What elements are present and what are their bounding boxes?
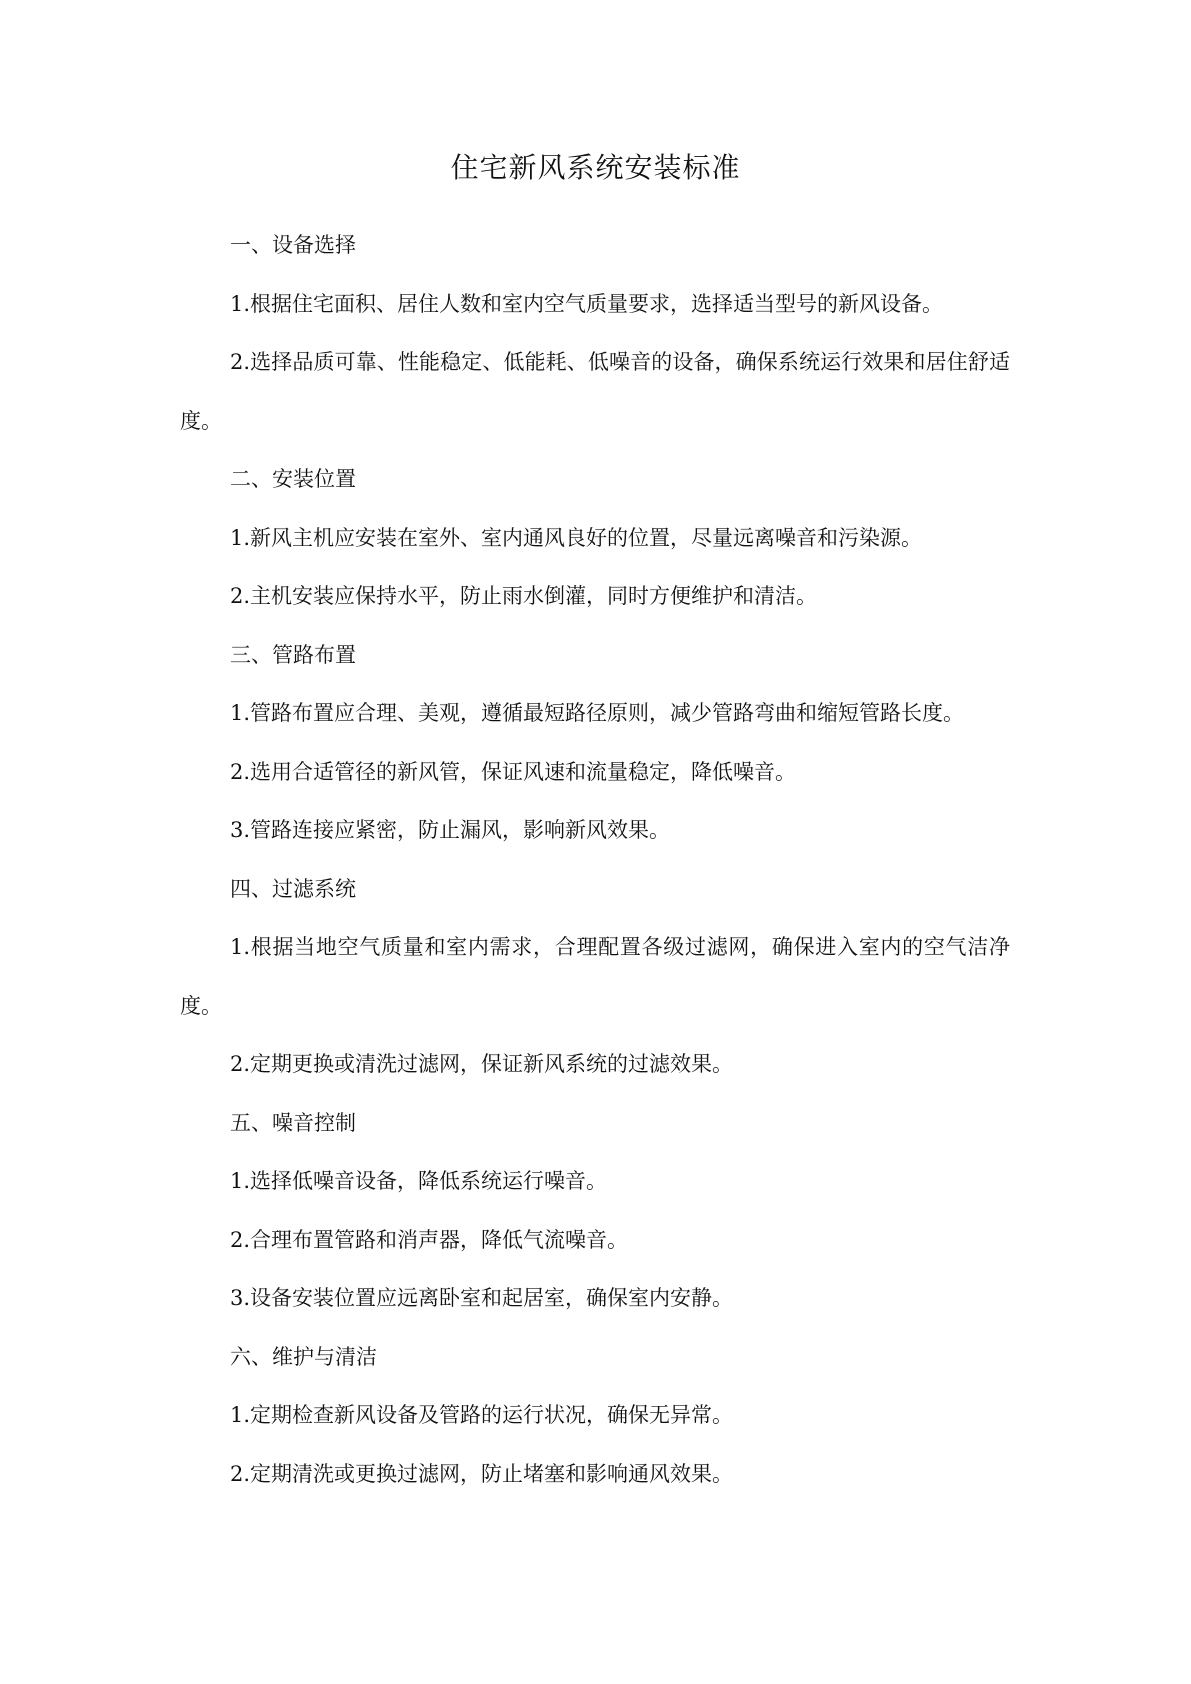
paragraph: 2.合理布置管路和消声器，降低气流噪音。: [230, 1227, 629, 1252]
paragraph: 2.定期更换或清洗过滤网，保证新风系统的过滤效果。: [230, 1052, 734, 1076]
paragraph: 1.管路布置应合理、美观，遵循最短路径原则，减少管路弯曲和缩短管路长度。: [230, 701, 965, 725]
paragraph: 2.选择品质可靠、性能稳定、低能耗、低噪音的设备，确保系统运行效果和居住舒适度。: [180, 350, 1010, 433]
paragraph: 2.主机安装应保持水平，防止雨水倒灌，同时方便维护和清洁。: [230, 584, 818, 608]
paragraph: 2.选用合适管径的新风管，保证风速和流量稳定，降低噪音。: [230, 759, 797, 784]
paragraph: 1.选择低噪音设备，降低系统运行噪音。: [230, 1169, 608, 1193]
paragraph: 1.根据当地空气质量和室内需求，合理配置各级过滤网，确保进入室内的空气洁净度。: [180, 935, 1010, 1018]
paragraph: 3.管路连接应紧密，防止漏风，影响新风效果。: [230, 818, 671, 842]
document-title: 住宅新风系统安装标准: [450, 151, 741, 184]
paragraph: 1.根据住宅面积、居住人数和室内空气质量要求，选择适当型号的新风设备。: [230, 291, 944, 316]
section-heading: 二、安装位置: [230, 467, 356, 491]
document-body: [180, 216, 1010, 1503]
paragraph: 2.定期清洗或更换过滤网，防止堵塞和影响通风效果。: [230, 1461, 734, 1486]
section-heading: 一、设备选择: [230, 233, 356, 257]
paragraph: 1.定期检查新风设备及管路的运行状况，确保无异常。: [230, 1403, 734, 1427]
section-heading: 六、维护与清洁: [230, 1344, 377, 1369]
section-heading: 三、管路布置: [230, 642, 356, 667]
section-heading: 五、噪音控制: [230, 1110, 356, 1135]
paragraph: 1.新风主机应安装在室外、室内通风良好的位置，尽量远离噪音和污染源。: [230, 525, 923, 550]
paragraph: 3.设备安装位置应远离卧室和起居室，确保室内安静。: [230, 1286, 734, 1310]
section-heading: 四、过滤系统: [230, 876, 356, 901]
